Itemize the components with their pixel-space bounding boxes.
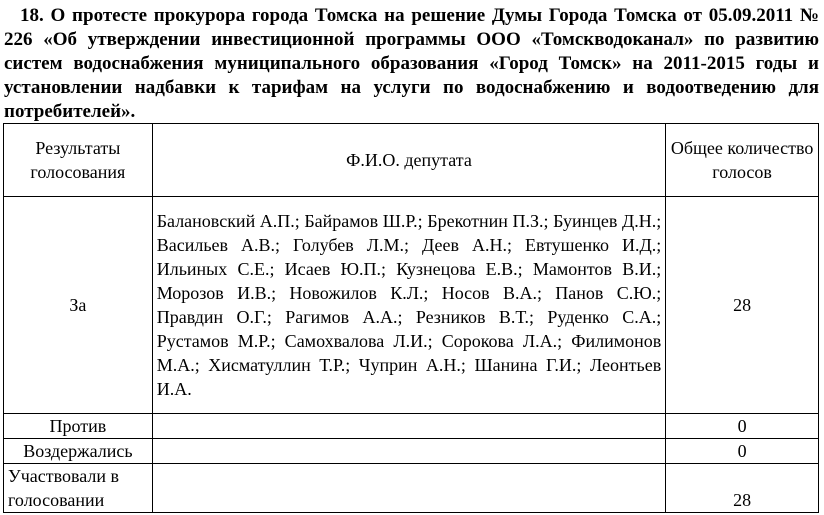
row-participated-count: 28 [666, 464, 819, 513]
row-for-label: За [4, 197, 153, 414]
header-total: Общее количество голосов [666, 124, 819, 197]
row-for-names: Балановский А.П.; Байрамов Ш.Р.; Брекотнин П.З.; Буинцев Д.Н.; Васильев А.В.; Голубев Л.М.; Деев А.Н.; Евтушенко И.Д.; Ильиных С.Е.; Исаев Ю.П.; Кузнецова Е.В.; Мамонтов В.И.; Морозов И.В.; Новожилов К.Л.; Носов В.А.; Панов С.Ю.; Правдин О.Г.; Рагимов А.А.; Резников В.Т.; Руденко С.А.; Рустамов М.Р.; Самохвалова Л.И.; Сорокова Л.А.; Филимонов М.А.; Хисматуллин Т.Р.; Чуприн А.Н.; Шанина Г.И.; Леонтьев И.А. [152, 197, 666, 414]
row-against-label: Против [4, 414, 153, 439]
header-deputies: Ф.И.О. депутата [152, 124, 666, 197]
row-participated-names [152, 464, 666, 513]
table-header-row [4, 124, 819, 197]
row-participated-label: Участвовали в голосовании [4, 464, 153, 513]
header-results: Результаты голосования [4, 124, 153, 197]
table-row-against [4, 414, 819, 439]
agenda-item-heading: 18. О протесте прокурора города Томска на решение Думы Города Томска от 05.09.2011 № 226 «Об утверждении инвестиционной программы ООО «Томскводоканал» по развитию систем водоснабжения муниципального образования «Город Томск» на 2011-2015 годы и установлении надбавки к тарифам на услуги по водоснабжению и водоотведению для потребителей». [4, 5, 819, 122]
row-against-count: 0 [666, 414, 819, 439]
row-abstained-label: Воздержались [4, 439, 153, 464]
row-against-names [152, 414, 666, 439]
row-for-count: 28 [666, 197, 819, 414]
row-abstained-count: 0 [666, 439, 819, 464]
table-row-abstained [4, 439, 819, 464]
table-row-for [4, 197, 819, 414]
table-row-participated [4, 464, 819, 513]
voting-results-table [3, 123, 819, 513]
row-abstained-names [152, 439, 666, 464]
